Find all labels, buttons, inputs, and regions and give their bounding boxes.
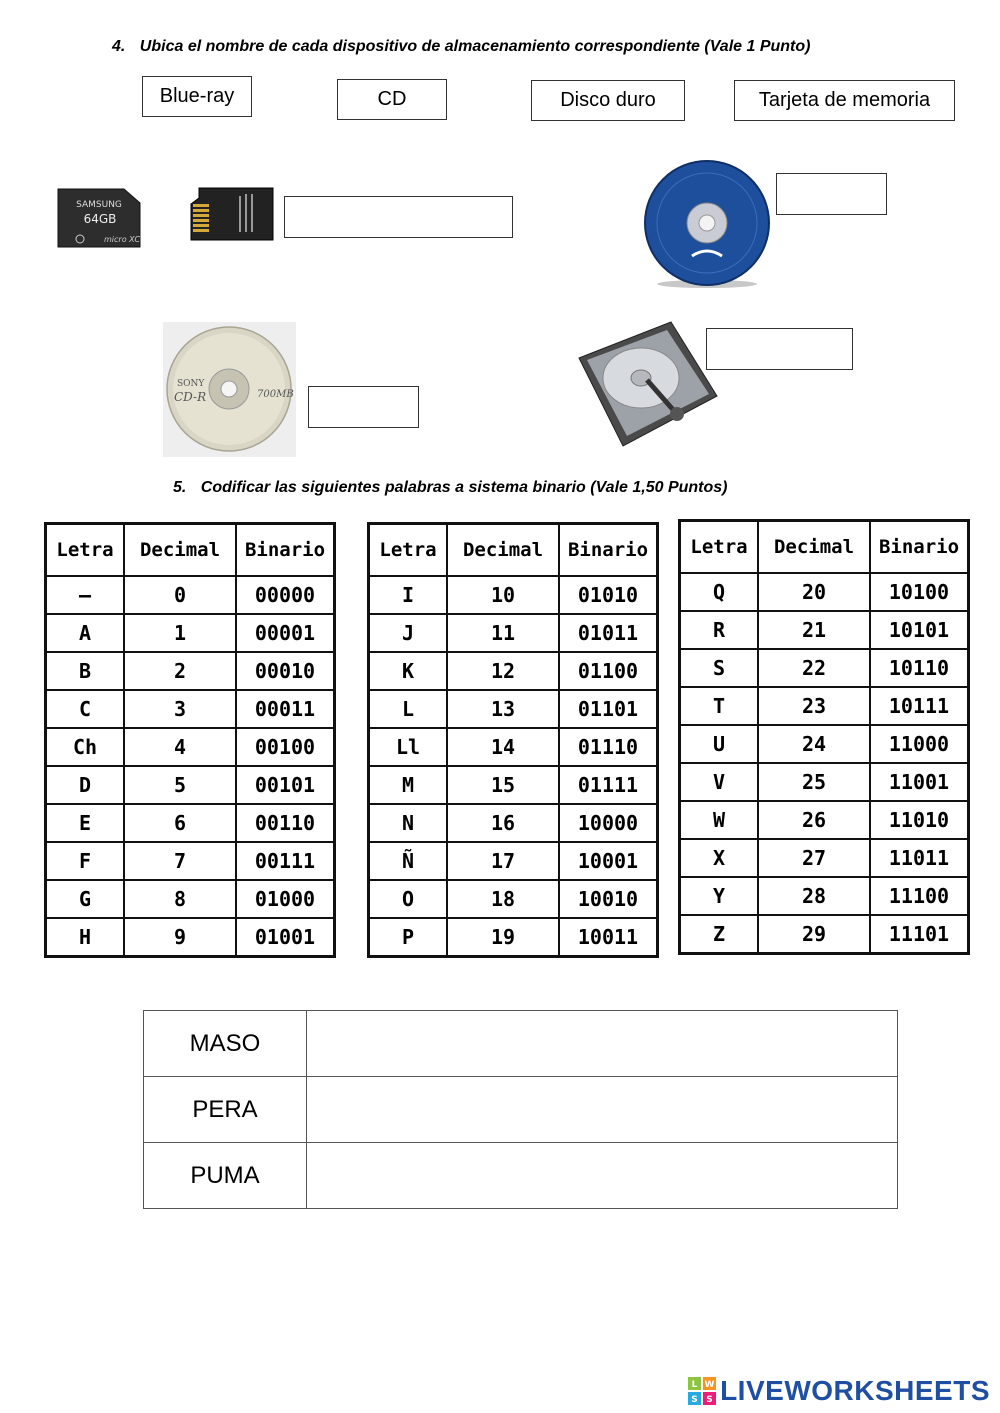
decimal-cell: 17 xyxy=(447,842,559,880)
letter-cell: Z xyxy=(680,915,759,954)
word-puma: PUMA xyxy=(144,1143,307,1209)
binary-cell: 00011 xyxy=(236,690,335,728)
binary-cell: 01000 xyxy=(236,880,335,918)
table-row xyxy=(680,611,969,649)
letter-cell: D xyxy=(46,766,125,804)
binary-cell: 11001 xyxy=(870,763,969,801)
decimal-cell: 0 xyxy=(124,576,236,614)
header-binario: Binario xyxy=(236,524,335,577)
word-pera: PERA xyxy=(144,1077,307,1143)
decimal-cell: 1 xyxy=(124,614,236,652)
binary-table-2 xyxy=(367,522,659,958)
decimal-cell: 22 xyxy=(758,649,870,687)
binary-cell: 00010 xyxy=(236,652,335,690)
table-row xyxy=(144,1143,898,1209)
table-row xyxy=(46,576,335,614)
table-row xyxy=(680,687,969,725)
decimal-cell: 19 xyxy=(447,918,559,957)
decimal-cell: 8 xyxy=(124,880,236,918)
answer-field-pera[interactable] xyxy=(307,1077,898,1143)
sd-card-image xyxy=(54,185,144,251)
letter-cell: V xyxy=(680,763,759,801)
question-5-text: Codificar las siguientes palabras a sistema binario (Vale 1,50 Puntos) xyxy=(200,479,728,496)
table-row xyxy=(369,728,658,766)
binary-table-header xyxy=(46,524,335,577)
header-decimal: Decimal xyxy=(124,524,236,577)
binary-table-1 xyxy=(44,522,336,958)
binary-cell: 00001 xyxy=(236,614,335,652)
letter-cell: Ch xyxy=(46,728,125,766)
decimal-cell: 10 xyxy=(447,576,559,614)
binary-cell: 10100 xyxy=(870,573,969,611)
binary-cell: 10010 xyxy=(559,880,658,918)
letter-cell: U xyxy=(680,725,759,763)
answer-box-cd[interactable] xyxy=(308,386,419,428)
table-row xyxy=(369,652,658,690)
letter-cell: K xyxy=(369,652,448,690)
table-row xyxy=(46,728,335,766)
question-4-number: 4. xyxy=(112,38,126,55)
binary-cell: 01001 xyxy=(236,918,335,957)
letter-cell: R xyxy=(680,611,759,649)
table-row xyxy=(369,918,658,957)
cd-brand-label: SONY xyxy=(177,379,205,389)
table-row xyxy=(46,842,335,880)
decimal-cell: 6 xyxy=(124,804,236,842)
binary-cell: 11011 xyxy=(870,839,969,877)
svg-text:L: L xyxy=(691,1380,698,1390)
decimal-cell: 2 xyxy=(124,652,236,690)
letter-cell: X xyxy=(680,839,759,877)
binary-cell: 00100 xyxy=(236,728,335,766)
letter-cell: Ñ xyxy=(369,842,448,880)
binary-cell: 11101 xyxy=(870,915,969,954)
cd-image xyxy=(163,322,296,457)
table-row xyxy=(46,804,335,842)
microsd-image xyxy=(189,186,275,242)
header-letra: Letra xyxy=(680,521,759,574)
decimal-cell: 20 xyxy=(758,573,870,611)
decimal-cell: 25 xyxy=(758,763,870,801)
letter-cell: Q xyxy=(680,573,759,611)
cd-capacity-label: 700MB xyxy=(257,389,294,400)
letter-cell: E xyxy=(46,804,125,842)
liveworksheets-logo-text: LIVEWORKSHEETS xyxy=(720,1375,990,1406)
table-row xyxy=(680,839,969,877)
question-5-number: 5. xyxy=(173,479,187,496)
table-row xyxy=(680,573,969,611)
table-row xyxy=(46,766,335,804)
letter-cell: W xyxy=(680,801,759,839)
question-4 xyxy=(112,38,810,56)
header-decimal: Decimal xyxy=(758,521,870,574)
liveworksheets-logo-icon xyxy=(688,1377,716,1405)
answer-box-hard-disk[interactable] xyxy=(706,328,853,370)
decimal-cell: 4 xyxy=(124,728,236,766)
svg-text:S: S xyxy=(691,1395,698,1405)
decimal-cell: 5 xyxy=(124,766,236,804)
binary-cell: 00101 xyxy=(236,766,335,804)
table-row xyxy=(369,614,658,652)
svg-text:W: W xyxy=(704,1380,715,1390)
binary-cell: 11100 xyxy=(870,877,969,915)
table-row xyxy=(680,725,969,763)
decimal-cell: 9 xyxy=(124,918,236,957)
decimal-cell: 11 xyxy=(447,614,559,652)
table-row xyxy=(680,915,969,954)
letter-cell: S xyxy=(680,649,759,687)
option-tarjeta-de-memoria[interactable]: Tarjeta de memoria xyxy=(734,80,955,121)
sd-brand-label: SAMSUNG xyxy=(76,200,122,210)
binary-cell: 10101 xyxy=(870,611,969,649)
binary-cell: 01011 xyxy=(559,614,658,652)
table-row xyxy=(369,842,658,880)
option-cd[interactable]: CD xyxy=(337,79,447,120)
binary-cell: 10110 xyxy=(870,649,969,687)
svg-text:S: S xyxy=(706,1395,713,1405)
decimal-cell: 13 xyxy=(447,690,559,728)
table-row xyxy=(369,880,658,918)
header-decimal: Decimal xyxy=(447,524,559,577)
letter-cell: G xyxy=(46,880,125,918)
binary-cell: 10111 xyxy=(870,687,969,725)
binary-cell: 01110 xyxy=(559,728,658,766)
table-row xyxy=(46,880,335,918)
letter-cell: L xyxy=(369,690,448,728)
letter-cell: I xyxy=(369,576,448,614)
table-row xyxy=(46,690,335,728)
decimal-cell: 29 xyxy=(758,915,870,954)
table-row xyxy=(680,801,969,839)
table-row xyxy=(680,877,969,915)
letter-cell: Ll xyxy=(369,728,448,766)
table-row xyxy=(369,690,658,728)
binary-cell: 11010 xyxy=(870,801,969,839)
binary-cell: 10000 xyxy=(559,804,658,842)
decimal-cell: 14 xyxy=(447,728,559,766)
table-row xyxy=(46,652,335,690)
header-letra: Letra xyxy=(369,524,448,577)
word-maso: MASO xyxy=(144,1011,307,1077)
table-row xyxy=(680,649,969,687)
decimal-cell: 12 xyxy=(447,652,559,690)
svg-text:micro XC: micro XC xyxy=(104,235,141,244)
binary-table-3 xyxy=(678,519,970,955)
option-blue-ray[interactable]: Blue-ray xyxy=(142,76,252,117)
decimal-cell: 16 xyxy=(447,804,559,842)
letter-cell: M xyxy=(369,766,448,804)
letter-cell: T xyxy=(680,687,759,725)
binary-cell: 10011 xyxy=(559,918,658,957)
binary-cell: 01010 xyxy=(559,576,658,614)
answer-box-blu-ray[interactable] xyxy=(776,173,887,215)
encoding-answer-table xyxy=(143,1010,898,1209)
decimal-cell: 21 xyxy=(758,611,870,649)
binary-cell: 00110 xyxy=(236,804,335,842)
option-disco-duro[interactable]: Disco duro xyxy=(531,80,685,121)
letter-cell: — xyxy=(46,576,125,614)
decimal-cell: 23 xyxy=(758,687,870,725)
binary-cell: 01101 xyxy=(559,690,658,728)
table-row xyxy=(46,614,335,652)
decimal-cell: 7 xyxy=(124,842,236,880)
header-binario: Binario xyxy=(870,521,969,574)
letter-cell: H xyxy=(46,918,125,957)
table-row xyxy=(369,766,658,804)
answer-box-memory-card[interactable] xyxy=(284,196,513,238)
liveworksheets-logo[interactable] xyxy=(688,1375,990,1407)
binary-cell: 11000 xyxy=(870,725,969,763)
table-row xyxy=(46,918,335,957)
letter-cell: J xyxy=(369,614,448,652)
letter-cell: Y xyxy=(680,877,759,915)
table-row xyxy=(369,804,658,842)
decimal-cell: 24 xyxy=(758,725,870,763)
binary-table-header xyxy=(369,524,658,577)
letter-cell: A xyxy=(46,614,125,652)
binary-cell: 01111 xyxy=(559,766,658,804)
decimal-cell: 27 xyxy=(758,839,870,877)
table-row xyxy=(144,1011,898,1077)
answer-field-maso[interactable] xyxy=(307,1011,898,1077)
decimal-cell: 3 xyxy=(124,690,236,728)
table-row xyxy=(369,576,658,614)
sd-capacity-label: 64GB xyxy=(83,212,117,226)
answer-field-puma[interactable] xyxy=(307,1143,898,1209)
binary-table-header xyxy=(680,521,969,574)
letter-cell: N xyxy=(369,804,448,842)
letter-cell: B xyxy=(46,652,125,690)
binary-cell: 00111 xyxy=(236,842,335,880)
table-row xyxy=(144,1077,898,1143)
header-letra: Letra xyxy=(46,524,125,577)
binary-cell: 00000 xyxy=(236,576,335,614)
letter-cell: O xyxy=(369,880,448,918)
header-binario: Binario xyxy=(559,524,658,577)
binary-cell: 10001 xyxy=(559,842,658,880)
decimal-cell: 26 xyxy=(758,801,870,839)
table-row xyxy=(680,763,969,801)
letter-cell: C xyxy=(46,690,125,728)
question-4-text: Ubica el nombre de cada dispositivo de almacenamiento correspondiente (Vale 1 Punto) xyxy=(139,38,811,55)
question-5 xyxy=(173,479,728,497)
letter-cell: P xyxy=(369,918,448,957)
cd-type-label: CD-R xyxy=(174,390,207,404)
decimal-cell: 18 xyxy=(447,880,559,918)
decimal-cell: 15 xyxy=(447,766,559,804)
blu-ray-disc-image xyxy=(644,160,774,290)
hard-disk-image xyxy=(575,320,720,450)
binary-cell: 01100 xyxy=(559,652,658,690)
letter-cell: F xyxy=(46,842,125,880)
decimal-cell: 28 xyxy=(758,877,870,915)
